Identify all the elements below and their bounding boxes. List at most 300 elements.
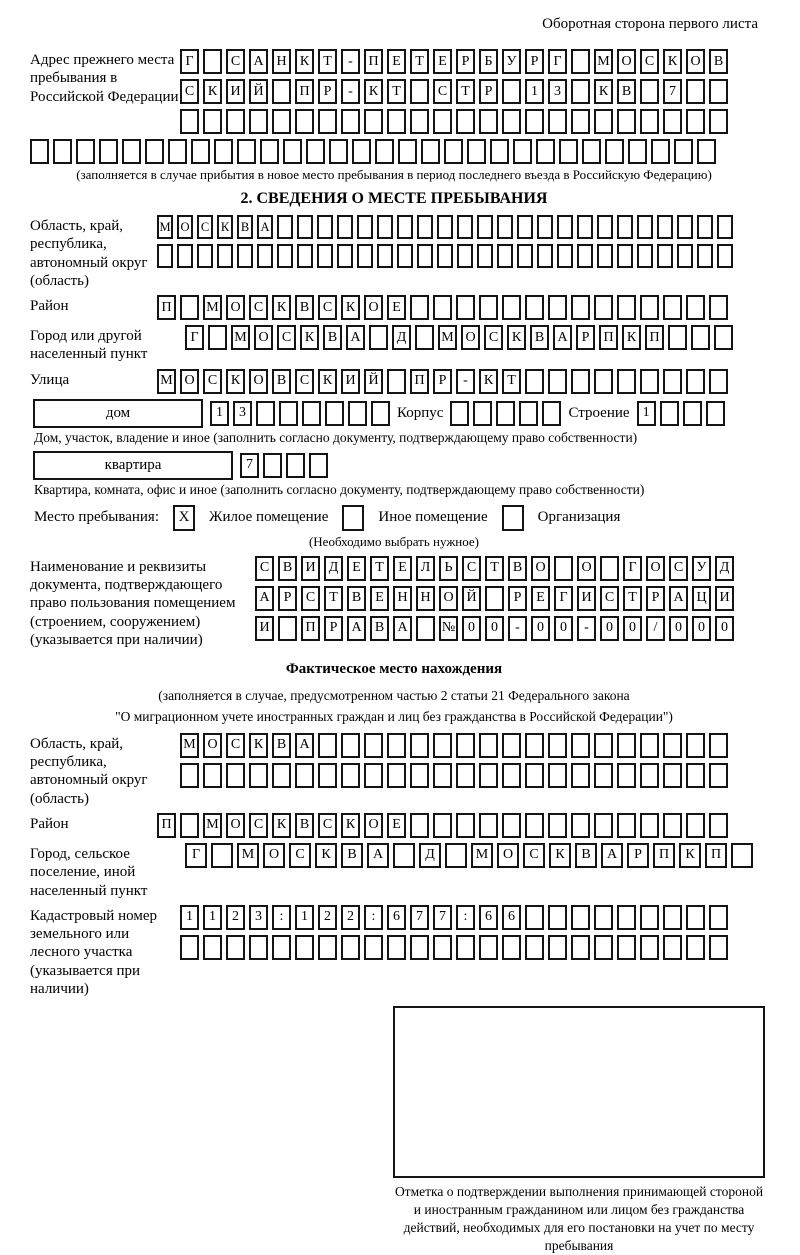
char-box[interactable]: [571, 763, 590, 788]
char-box[interactable]: [337, 215, 353, 239]
char-box[interactable]: [640, 295, 659, 320]
char-box[interactable]: Г: [548, 49, 567, 74]
char-box[interactable]: [686, 905, 705, 930]
char-box[interactable]: [457, 215, 473, 239]
char-box[interactable]: [663, 763, 682, 788]
char-box[interactable]: 6: [479, 905, 498, 930]
char-box[interactable]: Е: [387, 295, 406, 320]
char-box[interactable]: [377, 215, 393, 239]
char-box[interactable]: [277, 215, 293, 239]
char-box[interactable]: [180, 935, 199, 960]
char-box[interactable]: [473, 401, 492, 426]
char-box[interactable]: [226, 763, 245, 788]
char-box[interactable]: С: [180, 79, 199, 104]
char-box[interactable]: А: [367, 843, 389, 868]
char-box[interactable]: 1: [210, 401, 229, 426]
char-box[interactable]: [571, 295, 590, 320]
char-box[interactable]: М: [438, 325, 457, 350]
char-box[interactable]: С: [640, 49, 659, 74]
char-box[interactable]: [297, 244, 313, 268]
char-box[interactable]: [557, 215, 573, 239]
char-box[interactable]: Е: [370, 586, 389, 611]
char-box[interactable]: К: [217, 215, 233, 239]
char-box[interactable]: К: [507, 325, 526, 350]
char-box[interactable]: [617, 813, 636, 838]
char-box[interactable]: [594, 763, 613, 788]
char-box[interactable]: 3: [233, 401, 252, 426]
char-box[interactable]: [686, 733, 705, 758]
char-box[interactable]: [628, 139, 647, 164]
char-box[interactable]: 3: [548, 79, 567, 104]
char-box[interactable]: [597, 215, 613, 239]
char-box[interactable]: [249, 935, 268, 960]
char-box[interactable]: [548, 813, 567, 838]
char-box[interactable]: [410, 813, 429, 838]
char-box[interactable]: [571, 109, 590, 134]
char-box[interactable]: [283, 139, 302, 164]
char-box[interactable]: В: [272, 733, 291, 758]
char-box[interactable]: [318, 935, 337, 960]
char-box[interactable]: [663, 369, 682, 394]
char-box[interactable]: М: [180, 733, 199, 758]
char-box[interactable]: [437, 244, 453, 268]
char-box[interactable]: К: [622, 325, 641, 350]
char-box[interactable]: [415, 325, 434, 350]
char-box[interactable]: 7: [433, 905, 452, 930]
char-box[interactable]: [477, 215, 493, 239]
char-box[interactable]: [657, 215, 673, 239]
char-box[interactable]: Н: [416, 586, 435, 611]
char-box[interactable]: [525, 733, 544, 758]
char-box[interactable]: [329, 139, 348, 164]
char-box[interactable]: А: [669, 586, 688, 611]
char-box[interactable]: [30, 139, 49, 164]
char-box[interactable]: [709, 813, 728, 838]
char-box[interactable]: [477, 244, 493, 268]
char-box[interactable]: [617, 935, 636, 960]
char-box[interactable]: [485, 586, 504, 611]
char-box[interactable]: А: [601, 843, 623, 868]
char-box[interactable]: [410, 733, 429, 758]
char-box[interactable]: В: [323, 325, 342, 350]
char-box[interactable]: [317, 244, 333, 268]
char-box[interactable]: [433, 935, 452, 960]
char-box[interactable]: :: [456, 905, 475, 930]
char-box[interactable]: [709, 935, 728, 960]
char-box[interactable]: К: [341, 813, 360, 838]
char-box[interactable]: О: [364, 295, 383, 320]
char-box[interactable]: К: [315, 843, 337, 868]
char-box[interactable]: М: [157, 215, 173, 239]
char-box[interactable]: И: [226, 79, 245, 104]
char-box[interactable]: Р: [479, 79, 498, 104]
char-box[interactable]: [211, 843, 233, 868]
char-box[interactable]: [410, 79, 429, 104]
char-box[interactable]: [502, 763, 521, 788]
char-box[interactable]: К: [679, 843, 701, 868]
char-box[interactable]: У: [502, 49, 521, 74]
char-box[interactable]: [691, 325, 710, 350]
char-box[interactable]: [594, 813, 613, 838]
char-box[interactable]: [548, 763, 567, 788]
char-box[interactable]: 7: [240, 453, 259, 478]
char-box[interactable]: С: [600, 586, 619, 611]
char-box[interactable]: О: [177, 215, 193, 239]
char-box[interactable]: Д: [392, 325, 411, 350]
char-box[interactable]: [53, 139, 72, 164]
char-box[interactable]: Е: [433, 49, 452, 74]
char-box[interactable]: [364, 935, 383, 960]
char-box[interactable]: К: [203, 79, 222, 104]
char-box[interactable]: 0: [485, 616, 504, 641]
char-box[interactable]: Т: [623, 586, 642, 611]
char-box[interactable]: 2: [226, 905, 245, 930]
char-box[interactable]: [272, 935, 291, 960]
char-box[interactable]: [525, 763, 544, 788]
char-box[interactable]: В: [237, 215, 253, 239]
char-box[interactable]: К: [295, 49, 314, 74]
char-box[interactable]: Е: [387, 49, 406, 74]
char-box[interactable]: [617, 905, 636, 930]
char-box[interactable]: [387, 763, 406, 788]
char-box[interactable]: [364, 763, 383, 788]
char-box[interactable]: [357, 215, 373, 239]
char-box[interactable]: [502, 109, 521, 134]
char-box[interactable]: [640, 109, 659, 134]
char-box[interactable]: 0: [554, 616, 573, 641]
char-box[interactable]: [502, 935, 521, 960]
char-box[interactable]: [364, 109, 383, 134]
char-box[interactable]: [341, 935, 360, 960]
char-box[interactable]: [180, 109, 199, 134]
char-box[interactable]: О: [497, 843, 519, 868]
char-box[interactable]: [525, 295, 544, 320]
char-box[interactable]: [479, 763, 498, 788]
char-box[interactable]: [663, 905, 682, 930]
char-box[interactable]: [318, 109, 337, 134]
char-box[interactable]: Р: [456, 49, 475, 74]
char-box[interactable]: [640, 935, 659, 960]
char-box[interactable]: [397, 215, 413, 239]
char-box[interactable]: [226, 109, 245, 134]
char-box[interactable]: [663, 109, 682, 134]
char-box[interactable]: [417, 215, 433, 239]
char-box[interactable]: [433, 763, 452, 788]
char-box[interactable]: О: [254, 325, 273, 350]
char-box[interactable]: [375, 139, 394, 164]
char-box[interactable]: [709, 369, 728, 394]
char-box[interactable]: В: [709, 49, 728, 74]
char-box[interactable]: К: [249, 733, 268, 758]
char-box[interactable]: С: [462, 556, 481, 581]
char-box[interactable]: [640, 79, 659, 104]
char-box[interactable]: [398, 139, 417, 164]
char-box[interactable]: [393, 843, 415, 868]
char-box[interactable]: [640, 905, 659, 930]
char-box[interactable]: [318, 763, 337, 788]
char-box[interactable]: [272, 763, 291, 788]
char-box[interactable]: В: [295, 813, 314, 838]
char-box[interactable]: О: [439, 586, 458, 611]
char-box[interactable]: -: [508, 616, 527, 641]
char-box[interactable]: X: [173, 505, 195, 531]
char-box[interactable]: [548, 295, 567, 320]
char-box[interactable]: [571, 905, 590, 930]
char-box[interactable]: [417, 244, 433, 268]
char-box[interactable]: [456, 813, 475, 838]
char-box[interactable]: Ц: [692, 586, 711, 611]
char-box[interactable]: [433, 813, 452, 838]
char-box[interactable]: К: [364, 79, 383, 104]
char-box[interactable]: К: [341, 295, 360, 320]
char-box[interactable]: О: [646, 556, 665, 581]
char-box[interactable]: [490, 139, 509, 164]
char-box[interactable]: [256, 401, 275, 426]
char-box[interactable]: В: [575, 843, 597, 868]
char-box[interactable]: В: [617, 79, 636, 104]
char-box[interactable]: О: [249, 369, 268, 394]
char-box[interactable]: С: [226, 733, 245, 758]
char-box[interactable]: [686, 763, 705, 788]
char-box[interactable]: В: [347, 586, 366, 611]
char-box[interactable]: [594, 295, 613, 320]
char-box[interactable]: К: [272, 295, 291, 320]
char-box[interactable]: [709, 109, 728, 134]
char-box[interactable]: Д: [419, 843, 441, 868]
char-box[interactable]: И: [255, 616, 274, 641]
char-box[interactable]: [502, 295, 521, 320]
char-box[interactable]: [717, 244, 733, 268]
char-box[interactable]: [571, 733, 590, 758]
char-box[interactable]: [387, 369, 406, 394]
char-box[interactable]: К: [318, 369, 337, 394]
char-box[interactable]: П: [157, 813, 176, 838]
char-box[interactable]: [497, 215, 513, 239]
char-box[interactable]: Р: [318, 79, 337, 104]
char-box[interactable]: [686, 295, 705, 320]
char-box[interactable]: [697, 244, 713, 268]
char-box[interactable]: К: [300, 325, 319, 350]
char-box[interactable]: П: [410, 369, 429, 394]
char-box[interactable]: [369, 325, 388, 350]
char-box[interactable]: [387, 733, 406, 758]
char-box[interactable]: В: [278, 556, 297, 581]
char-box[interactable]: [597, 244, 613, 268]
char-box[interactable]: О: [686, 49, 705, 74]
char-box[interactable]: 1: [295, 905, 314, 930]
char-box[interactable]: С: [318, 813, 337, 838]
char-box[interactable]: [525, 905, 544, 930]
char-box[interactable]: Н: [272, 49, 291, 74]
char-box[interactable]: [416, 616, 435, 641]
char-box[interactable]: Р: [324, 616, 343, 641]
char-box[interactable]: [226, 935, 245, 960]
char-box[interactable]: М: [594, 49, 613, 74]
char-box[interactable]: М: [471, 843, 493, 868]
char-box[interactable]: [617, 215, 633, 239]
char-box[interactable]: [456, 763, 475, 788]
char-box[interactable]: [203, 109, 222, 134]
char-box[interactable]: [709, 295, 728, 320]
char-box[interactable]: М: [237, 843, 259, 868]
char-box[interactable]: С: [295, 369, 314, 394]
char-box[interactable]: 1: [203, 905, 222, 930]
char-box[interactable]: [557, 244, 573, 268]
char-box[interactable]: [272, 109, 291, 134]
char-box[interactable]: А: [255, 586, 274, 611]
char-box[interactable]: С: [289, 843, 311, 868]
char-box[interactable]: 1: [525, 79, 544, 104]
char-box[interactable]: А: [257, 215, 273, 239]
char-box[interactable]: [237, 244, 253, 268]
char-box[interactable]: [387, 935, 406, 960]
char-box[interactable]: С: [301, 586, 320, 611]
char-box[interactable]: Т: [370, 556, 389, 581]
char-box[interactable]: 1: [180, 905, 199, 930]
char-box[interactable]: Г: [185, 325, 204, 350]
char-box[interactable]: -: [456, 369, 475, 394]
char-box[interactable]: [677, 244, 693, 268]
char-box[interactable]: 7: [410, 905, 429, 930]
char-box[interactable]: [237, 139, 256, 164]
char-box[interactable]: В: [295, 295, 314, 320]
char-box[interactable]: С: [249, 813, 268, 838]
char-box[interactable]: [342, 505, 364, 531]
char-box[interactable]: [674, 139, 693, 164]
char-box[interactable]: [600, 556, 619, 581]
char-box[interactable]: С: [669, 556, 688, 581]
char-box[interactable]: Р: [433, 369, 452, 394]
char-box[interactable]: [421, 139, 440, 164]
char-box[interactable]: [571, 935, 590, 960]
char-box[interactable]: Р: [576, 325, 595, 350]
char-box[interactable]: Л: [416, 556, 435, 581]
char-box[interactable]: [617, 244, 633, 268]
char-box[interactable]: С: [277, 325, 296, 350]
char-box[interactable]: П: [653, 843, 675, 868]
char-box[interactable]: П: [705, 843, 727, 868]
char-box[interactable]: В: [508, 556, 527, 581]
char-box[interactable]: [479, 813, 498, 838]
char-box[interactable]: -: [577, 616, 596, 641]
char-box[interactable]: [640, 813, 659, 838]
char-box[interactable]: [467, 139, 486, 164]
char-box[interactable]: Т: [502, 369, 521, 394]
char-box[interactable]: И: [341, 369, 360, 394]
char-box[interactable]: [352, 139, 371, 164]
char-box[interactable]: П: [364, 49, 383, 74]
char-box[interactable]: [479, 733, 498, 758]
char-box[interactable]: [479, 109, 498, 134]
char-box[interactable]: К: [594, 79, 613, 104]
char-box[interactable]: №: [439, 616, 458, 641]
char-box[interactable]: :: [364, 905, 383, 930]
char-box[interactable]: [605, 139, 624, 164]
char-box[interactable]: В: [530, 325, 549, 350]
char-box[interactable]: [686, 935, 705, 960]
char-box[interactable]: [457, 244, 473, 268]
char-box[interactable]: И: [301, 556, 320, 581]
char-box[interactable]: [697, 215, 713, 239]
char-box[interactable]: [502, 733, 521, 758]
char-box[interactable]: /: [646, 616, 665, 641]
char-box[interactable]: Р: [627, 843, 649, 868]
char-box[interactable]: [341, 733, 360, 758]
char-box[interactable]: [208, 325, 227, 350]
char-box[interactable]: В: [272, 369, 291, 394]
char-box[interactable]: [203, 763, 222, 788]
char-box[interactable]: [341, 763, 360, 788]
char-box[interactable]: [341, 109, 360, 134]
char-box[interactable]: [260, 139, 279, 164]
char-box[interactable]: [686, 813, 705, 838]
char-box[interactable]: [180, 813, 199, 838]
char-box[interactable]: [197, 244, 213, 268]
char-box[interactable]: [76, 139, 95, 164]
char-box[interactable]: [502, 79, 521, 104]
char-box[interactable]: Й: [462, 586, 481, 611]
char-box[interactable]: Р: [508, 586, 527, 611]
char-box[interactable]: [410, 295, 429, 320]
char-box[interactable]: [502, 813, 521, 838]
char-box[interactable]: [525, 935, 544, 960]
char-box[interactable]: С: [249, 295, 268, 320]
char-box[interactable]: -: [341, 79, 360, 104]
char-box[interactable]: С: [433, 79, 452, 104]
char-box[interactable]: С: [318, 295, 337, 320]
char-box[interactable]: [456, 109, 475, 134]
char-box[interactable]: [637, 244, 653, 268]
char-box[interactable]: [571, 49, 590, 74]
char-box[interactable]: Т: [318, 49, 337, 74]
char-box[interactable]: С: [226, 49, 245, 74]
char-box[interactable]: [257, 244, 273, 268]
char-box[interactable]: 7: [663, 79, 682, 104]
char-box[interactable]: 6: [502, 905, 521, 930]
char-box[interactable]: А: [295, 733, 314, 758]
char-box[interactable]: [479, 295, 498, 320]
char-box[interactable]: А: [347, 616, 366, 641]
char-box[interactable]: -: [341, 49, 360, 74]
char-box[interactable]: Р: [525, 49, 544, 74]
char-box[interactable]: [377, 244, 393, 268]
char-box[interactable]: [168, 139, 187, 164]
char-box[interactable]: [517, 215, 533, 239]
char-box[interactable]: Б: [479, 49, 498, 74]
char-box[interactable]: О: [180, 369, 199, 394]
char-box[interactable]: [410, 763, 429, 788]
char-box[interactable]: [594, 935, 613, 960]
char-box[interactable]: Т: [387, 79, 406, 104]
char-box[interactable]: [387, 109, 406, 134]
char-box[interactable]: 0: [531, 616, 550, 641]
char-box[interactable]: [548, 109, 567, 134]
char-box[interactable]: [364, 733, 383, 758]
char-box[interactable]: [571, 369, 590, 394]
char-box[interactable]: [706, 401, 725, 426]
char-box[interactable]: [594, 369, 613, 394]
char-box[interactable]: [686, 79, 705, 104]
char-box[interactable]: [318, 733, 337, 758]
char-box[interactable]: [548, 905, 567, 930]
char-box[interactable]: [594, 109, 613, 134]
char-box[interactable]: А: [249, 49, 268, 74]
char-box[interactable]: Ь: [439, 556, 458, 581]
char-box[interactable]: О: [577, 556, 596, 581]
char-box[interactable]: [157, 244, 173, 268]
char-box[interactable]: [122, 139, 141, 164]
char-box[interactable]: Г: [185, 843, 207, 868]
